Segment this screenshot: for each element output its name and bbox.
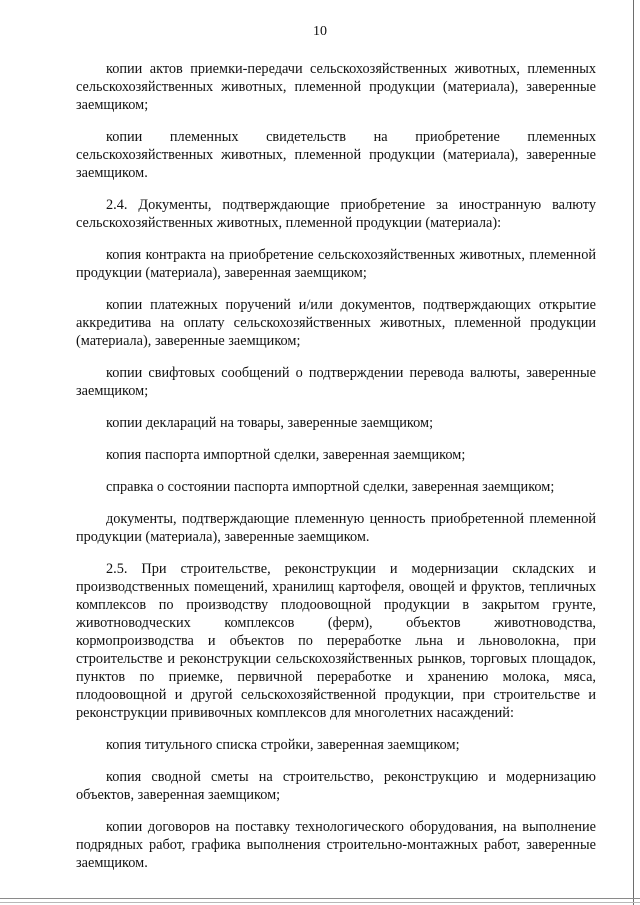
paragraph-acceptance-acts: копии актов приемки-передачи сельскохозяйственных животных, племенных сельскохозяйственных животных, племенной продукции (материала), заверенные заемщиком; bbox=[76, 61, 596, 113]
section-2-5-paragraph: 2.5. При строительстве, реконструкции и модернизации складских и производственных помещений, хранилищ картофеля, овощей и фруктов, тепличных комплексов по производству плодоовощной продукции в закрытом грунте, животноводческих комплексов (ферм), объектов животноводства, кормопроизводства и объектов по переработке льна и льноволокна, при строительстве и реконструкции сельскохозяйственных рынков, торговых площадок, пунктов по приемке, первичной переработке и хранению молока, мяса, плодоовощной и другой сельскохозяйственной продукции, при строительстве и реконструкции прививочных комплексов для многолетних насаждений: bbox=[76, 561, 596, 721]
paragraph-customs-declarations: копии деклараций на товары, заверенные заемщиком; bbox=[106, 415, 434, 431]
paragraph-breeding-certificates: копии племенных свидетельств на приобретение племенных сельскохозяйственных животных, племенной продукции (материала), заверенные заемщиком. bbox=[76, 129, 596, 181]
paragraph-import-passport: копия паспорта импортной сделки, заверенная заемщиком; bbox=[106, 447, 466, 463]
paragraph-breeding-value: документы, подтверждающие племенную ценность приобретенной племенной продукции (материала), заверенные заемщиком. bbox=[76, 511, 596, 545]
paragraph-passport-status: справка о состоянии паспорта импортной сделки, заверенная заемщиком; bbox=[106, 479, 555, 495]
paragraph-title-list: копия титульного списка стройки, заверенная заемщиком; bbox=[106, 737, 460, 753]
section-2-4-heading: 2.4. Документы, подтверждающие приобретение за иностранную валюту сельскохозяйственных животных, племенной продукции (материала): bbox=[76, 197, 596, 231]
page-number: 10 bbox=[313, 24, 327, 39]
scan-edge-right bbox=[633, 0, 634, 905]
paragraph-equipment-contracts: копии договоров на поставку технологического оборудования, на выполнение подрядных работ, графика выполнения строительно-монтажных работ, заверенные заемщиком. bbox=[76, 819, 596, 871]
scan-edge-bottom-shadow bbox=[0, 902, 640, 903]
document-body bbox=[76, 60, 596, 872]
paragraph-contract-copy: копия контракта на приобретение сельскохозяйственных животных, племенной продукции (материала), заверенная заемщиком; bbox=[76, 247, 596, 281]
paragraph-swift-messages: копии свифтовых сообщений о подтверждении перевода валюты, заверенные заемщиком; bbox=[76, 365, 596, 399]
scan-edge-bottom bbox=[0, 898, 640, 899]
paragraph-payment-orders: копии платежных поручений и/или документов, подтверждающих открытие аккредитива на оплату сельскохозяйственных животных, племенной продукции (материала), заверенные заемщиком; bbox=[76, 297, 596, 349]
paragraph-summary-estimate: копия сводной сметы на строительство, реконструкцию и модернизацию объектов, заверенная заемщиком; bbox=[76, 769, 596, 803]
